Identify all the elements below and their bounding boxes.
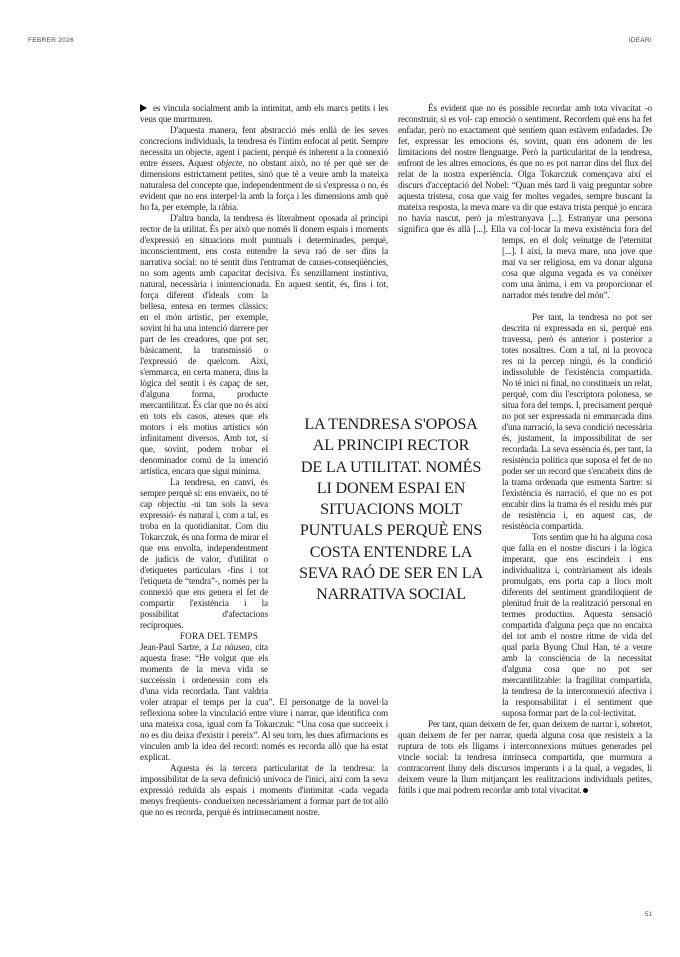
end-mark-icon [583,788,588,793]
paragraph [140,103,388,125]
section-heading: FORA DEL TEMPS [179,631,259,641]
italic-term: objecte [216,158,243,168]
paragraph-text: Jean-Paul Sartre, a [140,642,212,652]
paragraph [140,125,388,213]
pull-quote-line: AL PRINCIPI RECTOR [312,436,470,455]
paragraph-text: es vincula socialment amb la intimitat, amb els marcs petits i les veus que murmuren. [140,103,388,124]
paragraph: D'altra banda, la tendresa és literalment oposada al principi rector de la utilitat. És per això que només li donem espais i moments d'expressió en situacions molt puntuals i determinades, perquè, inconscientment, ens costa entendre la seva raó de ser dins la narrativa social: no té sentit dins l'entramat de causes-conseqüències, no som agents amb capacitat decisiva. És senzillament instintiva, natural, necessària i inintencionada. En aquest sentit, és, fins i tot, força diferent d'ideals com la bellesa, entesa en termes clàssics: en el món artístic, per exemple, sovint hi ha una intenció darrere per part de les creadores, que pot ser, bàsicament, la transmissió o l'expressió de quelcom. Així, s'emmarca, en certa manera, dins la lògica del sentit i és capaç de ser, d'alguna forma, producte mercantilitzat. És clar que no és així en tots els casos, ateses que els motors i els motius artístics són infinitament diversos. Amb tot, sí que, sovint, podem trobar el denominador comú de la intenció artística, encara que sigui mínima. [140,213,388,476]
paragraph [398,719,652,796]
pull-quote-line: NARRATIVA SOCIAL [316,585,466,604]
paragraph-text: , cita aquesta frase: “He volgut que els moments de la meva vida se succeïssin i ordenessin com els d'una vida recordada. Tant valdria voler atrapar el temps per la cua”. El personatge de la novel·la reflexiona sobre la vinculació entre viure i narrar, que identifica com una mateixa cosa, igual com fa Tokarczuk: “Una cosa que succeeix i no es diu deixa d'existir i pereix”. Al seu torn, les dues afirmacions es vinculen amb la idea del record: només es recorda allò que ha estat explicat. [140,642,388,762]
issue-date: FEBRER 2026 [28,37,74,44]
book-title: La nàusea [211,642,250,652]
pull-quote-line: LA TENDRESA S'OPOSA [304,415,478,433]
pull-quote-line: COSTA ENTENDRE LA [309,542,473,561]
pull-quote-line: SEVA RAÓ DE SER EN LA [299,564,483,583]
section-name: IDEARI [628,37,652,44]
paragraph: És evident que no és possible recordar amb tota vivacitat -o reconstruir, si es vol- cap emoció o sentiment. Recordem què ens ha fet enfadar, però no exactament què sentíem quan estàvem enfadades. De fet, expressar les emocions és, sovint, quan ens adonem de les limitacions del nostre llenguatge. Però la particularitat de la tendresa, enfront de les altres emocions, és que no es pot narrar dins del flux del relat de la nostra experiència. Olga Tokarczuk començava així el discurs d'acceptació del Nobel: “Quan més tard li vaig preguntar sobre aquesta tristesa, cosa que vaig fer moltes vegades, sempre buscant la mateixa resposta, la meva mare va dir que estava trista perquè jo encara no havia nascut, però ja m'estranyava [...]. Estranyar una persona significa que és allà [...]. Ella va col·locar la meva existència fora del temps, en el dolç veïnatge de l'eternitat [...]. I així, la meva mare, una jove que mai va ser religiosa, em va donar alguna cosa que alguna vegada es va conèixer com una ànima, i em va proporcionar el narrador més tendre del món”. [398,103,652,300]
pull-quote-line: PUNTUALS PERQUÈ ENS [299,521,483,540]
paragraph: Aquesta és la tercera particularitat de la tendresa: la impossibilitat de la seva definició unívoca de l'inici, així com la seva expressió reduïda als espais i moments d'intimitat -cada vegada menys freqüents- condueixen necessàriament a formar part de tot allò que no es recorda, perquè és intrínsecament nostre. [140,763,388,817]
pull-quote-line: SITUACIONS MOLT [320,500,462,519]
paragraph-text: Per tant, quan deixem de fer, quan deixem de narrar i, sobretot, quan deixem de fer per narrar, queda alguna cosa que resisteix a la ruptura de tots els lligams i interconnexions mútues generades pel vincle social: la tendresa intrínseca compartida, que murmura a contracorrent lluny dels discursos imperants i a la qual, a vegades, li deixem veure la llum mitjançant les realitzacions individuals petites, fútils i que mai podrem recordar amb total vivacitat. [398,719,652,795]
page-number: 51 [644,911,652,918]
continuation-arrow-icon [140,104,147,112]
pull-quote-line: LI DONEM ESPAI EN [316,478,466,497]
paragraph: Per tant, la tendresa no pot ser descrita ni expressada en si, perquè ens travessa, però és anterior i posterior a totes nosaltres. Com a tal, ni la provoca res ni la percep ningú, és la condició indissoluble de l'existència compartida. No té inici ni final, no constitueix un relat, perquè, com diu l'escriptora polonesa, se situa fora del temps. I, precisament perquè no pot ser expressada ni emmarcada dins d'una narració, la seva condició necessària és, justament, la impossibilitat de ser recordada. La seva essència és, per tant, la resistència política que suposa el fet de no poder ser un record que s'encabeix dins de la trama ordenada que esmenta Sartre: si l'existència és narració, el que no es pot encabir dins la trama és el residu més pur de resistència i, en aquest cas, de resistència compartida. [502,312,652,531]
paragraph-text: D'aquesta manera, fent abstracció més enllà de les seves concrecions individuals, la tendresa és l'íntim enfocat al petit. Sempre necessita un objecte, agent i pacient, perquè és inherent a la connexió entre éssers. Aquest [140,125,388,168]
paragraph: Tots sentim que hi ha alguna cosa que falla en el nostre discurs i la lògica imperant, que ens escindeix i ens individualitza i, contràriament als ideals promulgats, ens porta cap a llocs molt diferents del sentiment grandiloqüent de plenitud fruit de la realització personal en termes productius. Aquesta sensació compartida d'alguna peça que no encaixa del tot amb el nostre ritme de vida del qual parla Byung Chul Han, té a veure amb la consciència de la necessitat d'alguna cosa que no pot ser mercantilitzable: la fragilitat compartida, la tendresa de la interconnexió afectiva i la responsabilitat i el sentiment que suposa formar part de la col·lectivitat. [502,532,652,718]
paragraph-text: , no obstant això, no té per què ser de dimensions estrictament petites, sinó que té a veure amb la mateixa naturalesa del concepte que, independentment de si s'expressa o no, és evident que no ens interpel·la amb la força i les dimensions amb què ho fa, per exemple, la ràbia. [140,158,388,212]
pull-quote-line: DE LA UTILITAT. NOMÉS [300,457,482,476]
pull-quote [286,414,496,606]
paragraph: La tendresa, en canvi, és sempre perquè sí: ens envaeix, no té cap objectiu -ni tan sols la seva expressió- és natural i, com a tal, es troba en la quotidianitat. Com diu Tokarczuk, és una forma de mirar el que ens envolta, independentment de judicis de valor, d'utilitat o d'etiquetes particulars -fins i tot l'etiqueta de “tendra”-, només per la connexió que ens genera el fet de compartir l'existència i la possibilitat d'afectacions recíproques. [140,477,268,630]
